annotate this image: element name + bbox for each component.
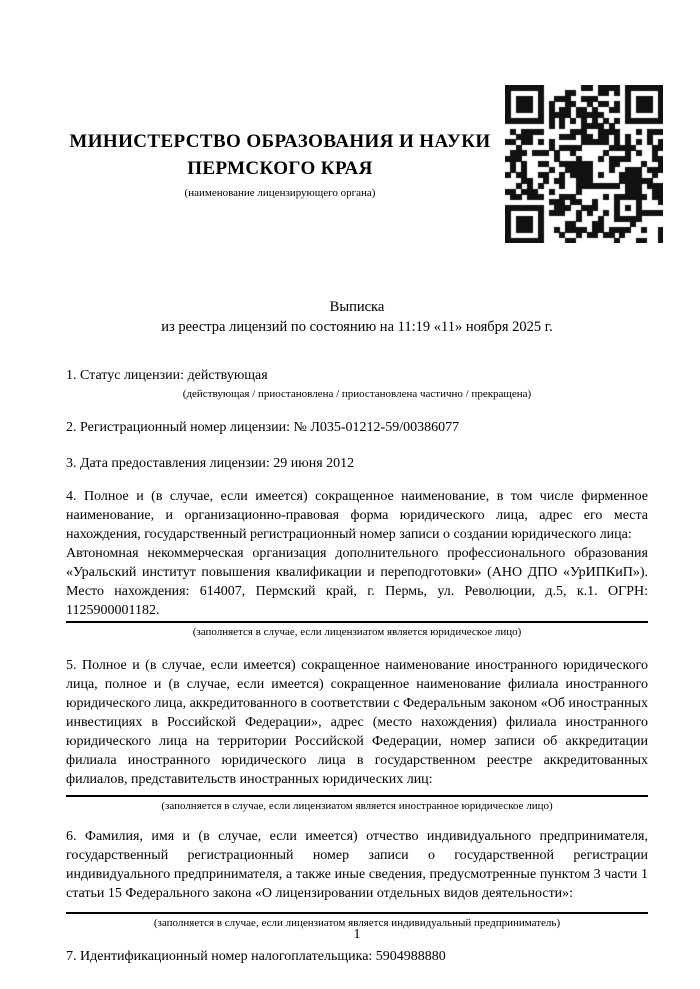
item-1-caption: (действующая / приостановлена / приостановлена частично / прекращена)	[182, 388, 532, 400]
item-6-individual-entrepreneur	[66, 827, 648, 930]
item-4-caption: (заполняется в случае, если лицензиатом является юридическое лицо)	[192, 626, 522, 638]
qr-code-icon	[505, 85, 663, 243]
item-6-blank-line	[66, 903, 648, 914]
qr-code-canvas	[505, 85, 663, 243]
ministry-name-line2: ПЕРМСКОГО КРАЯ	[187, 158, 373, 179]
item-7-taxpayer-id: 7. Идентификационный номер налогоплательщика: 5904988880	[66, 949, 446, 964]
licensing-authority-header	[40, 128, 520, 200]
item-4-text: 4. Полное и (в случае, если имеется) сокращенное наименование, в том числе фирменное наименование, и организационно-правовая форма юридического лица, адрес его места нахождения, государственный регистрационный номер записи о создании юридического лица:	[66, 489, 648, 542]
item-5-text: 5. Полное и (в случае, если имеется) сокращенное наименование иностранного юридического лица, полное и (в случае, если имеется) сокращенное наименование филиала иностранного юридического лица, аккредитованного в соответствии с Федеральным законом «Об иностранных инвестициях в Российской Федерации», адрес (место нахождения) филиала иностранного юридического лица на территории Российской Федерации, номер записи об аккредитации филиала иностранного юридического лица в государственном реестре аккредитованных филиалов, представительств иностранных юридических лиц:	[66, 658, 648, 787]
ministry-name-line1: МИНИСТЕРСТВО ОБРАЗОВАНИЯ И НАУКИ	[69, 131, 491, 152]
item-4-legal-entity	[66, 487, 648, 639]
item-1-text: 1. Статус лицензии: действующая	[66, 368, 268, 383]
item-3-license-date: 3. Дата предоставления лицензии: 29 июня 2012	[66, 456, 355, 471]
document-title-line1: Выписка	[329, 299, 385, 315]
item-5-foreign-entity	[66, 656, 648, 813]
licensing-authority-caption: (наименование лицензирующего органа)	[184, 187, 376, 199]
item-6-caption: (заполняется в случае, если лицензиатом является индивидуальный предприниматель)	[153, 917, 561, 929]
item-2-registration-number: 2. Регистрационный номер лицензии: № Л035-01212-59/00386077	[66, 420, 460, 435]
item-5-caption: (заполняется в случае, если лицензиатом является иностранное юридическое лицо)	[161, 800, 553, 812]
item-5-blank-line	[66, 789, 648, 797]
ministry-name	[40, 128, 520, 182]
item-6-text: 6. Фамилия, имя и (в случае, если имеется) отчество индивидуального предпринимателя, государственный регистрационный номер записи о государственной регистрации индивидуального предпринимателя, а также иные сведения, предусмотренные пунктом 3 части 1 статьи 15 Федерального закона «О лицензировании отдельных видов деятельности»:	[66, 829, 648, 901]
item-4-value: Автономная некоммерческая организация дополнительного профессионального образования «Уральский институт повышения квалификации и переподготовки» (АНО ДПО «УрИПКиП»). Место нахождения: 614007, Пермский край, г. Пермь, ул. Революции, д.5, к.1. ОГРН: 1125900001182.	[66, 544, 648, 623]
document-title-line2: из реестра лицензий по состоянию на 11:19 «11» ноября 2025 г.	[161, 319, 553, 335]
item-1-license-status	[66, 366, 648, 401]
page-number: 1	[353, 927, 361, 942]
document-body	[66, 297, 648, 966]
document-title	[66, 297, 648, 337]
